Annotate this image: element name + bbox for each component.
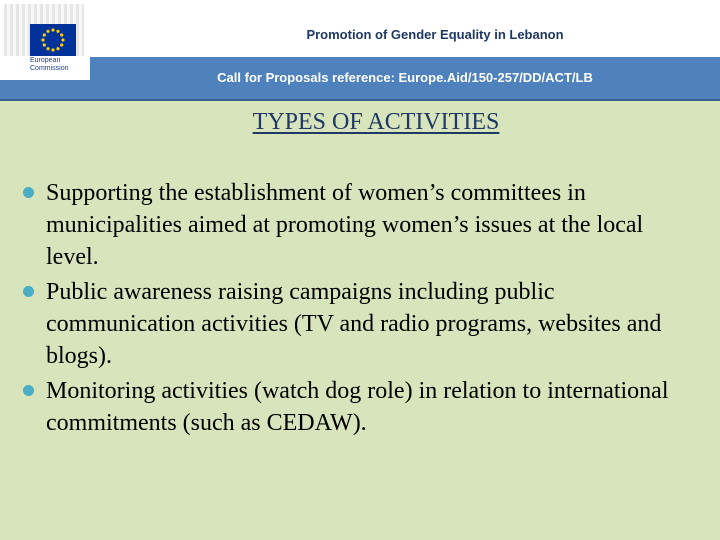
slide-title: TYPES OF ACTIVITIES	[252, 109, 500, 135]
european-commission-logo	[0, 0, 90, 80]
bullet-text: Supporting the establishment of women’s committees in municipalities aimed at promoting women’s issues at the local level.	[46, 180, 644, 270]
bullet-text: Public awareness raising campaigns including public communication activities (TV and radio programs, websites and blogs).	[46, 279, 662, 369]
bullet-icon	[23, 385, 34, 396]
logo-caption	[30, 57, 69, 73]
list-item	[20, 375, 700, 439]
activity-list	[20, 177, 700, 442]
list-item	[20, 276, 700, 372]
eu-flag-icon	[30, 24, 76, 56]
proposal-reference: Call for Proposals reference: Europe.Aid/150-257/DD/ACT/LB	[217, 70, 593, 85]
project-title: Promotion of Gender Equality in Lebanon	[306, 27, 564, 42]
logo-line-2: Commission	[30, 65, 69, 72]
bullet-icon	[23, 286, 34, 297]
logo-line-1: European	[30, 57, 61, 64]
bullet-icon	[23, 187, 34, 198]
list-item	[20, 177, 700, 273]
bullet-text: Monitoring activities (watch dog role) in relation to international commitments (such as CEDAW).	[46, 378, 669, 436]
